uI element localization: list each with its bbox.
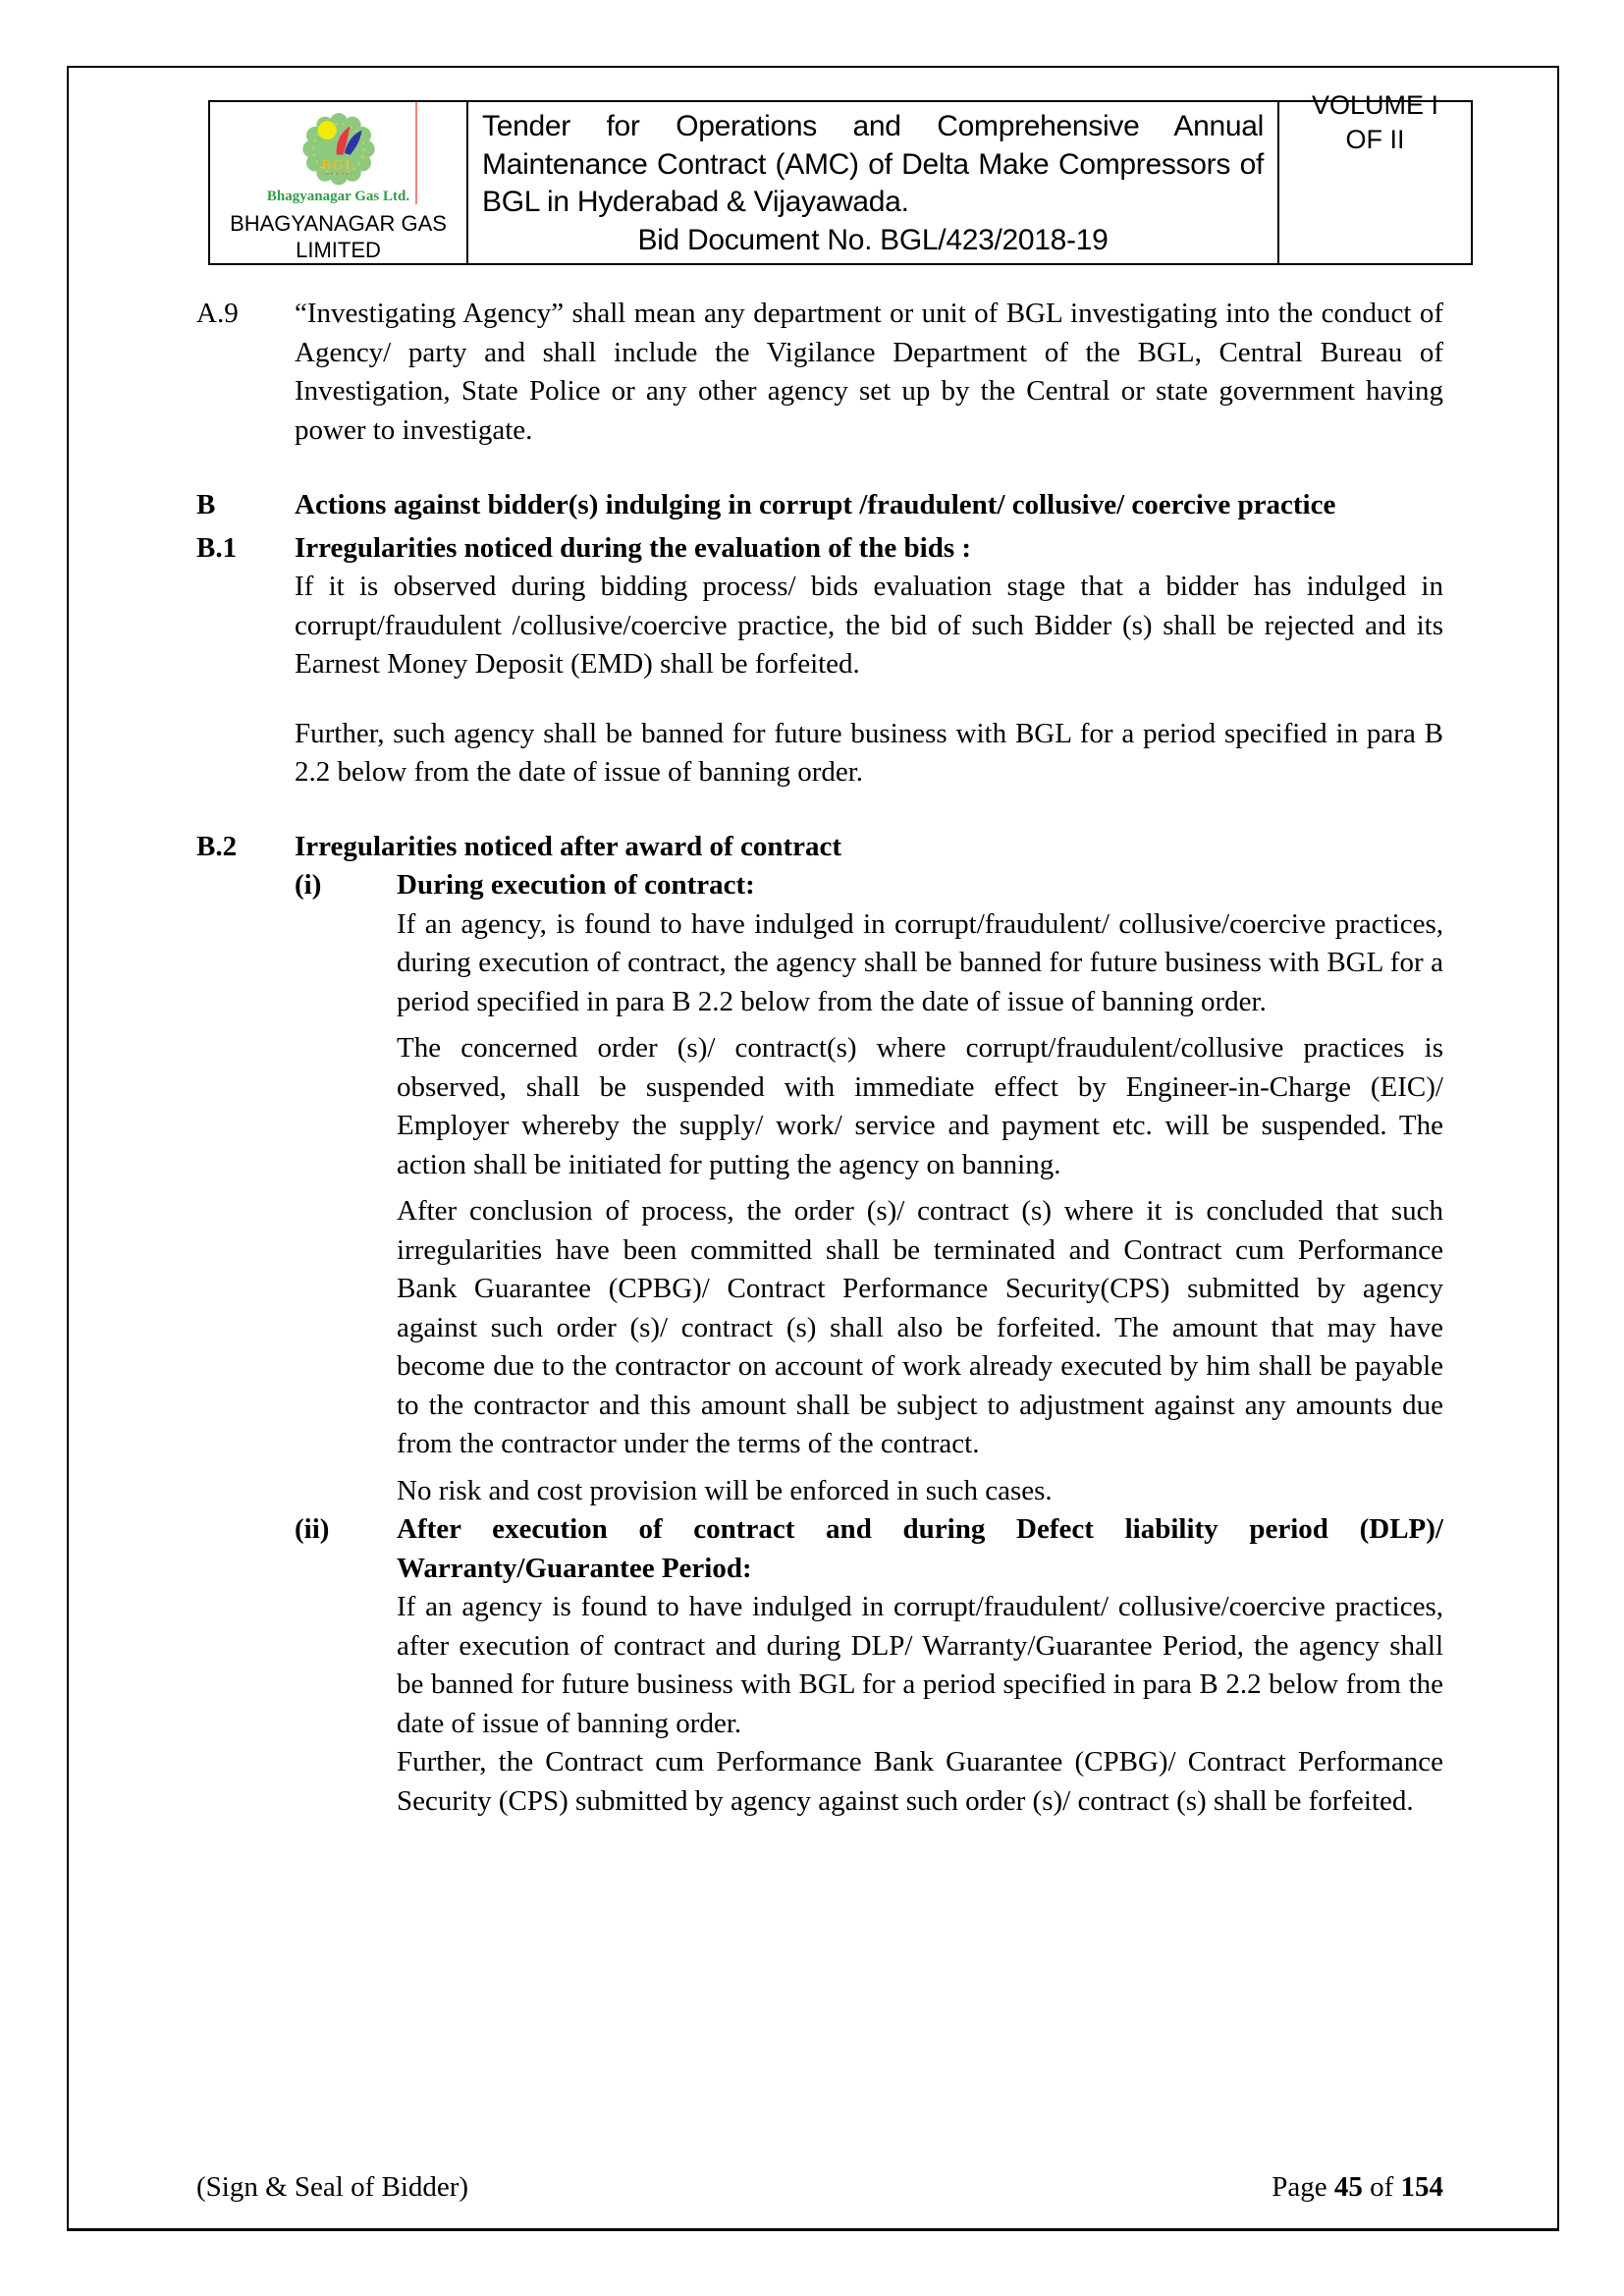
clause-b2-item-ii <box>295 1510 1443 1821</box>
item-i-para2: The concerned order (s)/ contract(s) where corrupt/fraudulent/collusive practices is observed, shall be suspended with immediate effect by Engineer-in-Charge (EIC)/ Employer whereby the supply/ work/ service and payment etc. will be suspended. The action shall be initiated for putting the agency on banning. <box>397 1032 1443 1180</box>
bid-document-number: Bid Document No. BGL/423/2018-19 <box>637 223 1109 256</box>
volume-label <box>1279 88 1471 157</box>
clause-a9-label: A.9 <box>196 298 239 329</box>
volume-line2: OF II <box>1345 125 1405 154</box>
item-ii-para1: If an agency is found to have indulged in corrupt/fraudulent/ collusive/coercive practices, after execution of contract and during DLP/ Warranty/Guarantee Period, the agency shall be banned for future business with BGL for a period specified in para B 2.2 below from the date of issue of banning order. <box>397 1591 1443 1739</box>
sign-seal-note: (Sign & Seal of Bidder) <box>196 2171 469 2203</box>
item-ii-content <box>397 1510 1443 1821</box>
volume-cell <box>1278 90 1472 264</box>
clause-b2-item-i <box>295 866 1443 1510</box>
company-name <box>210 210 466 263</box>
volume-line1: VOLUME I <box>1311 90 1439 120</box>
company-name-line2: LIMITED <box>296 238 381 262</box>
item-i-heading: During execution of contract: <box>397 869 755 901</box>
item-i-para3: After conclusion of process, the order (s)/ contract (s) where it is concluded that such irregularities have been committed shall be terminated and Contract cum Performance Bank Guarantee (CPBG)/ Contract Performance Security(CPS) submitted by agency against such order (s)/ contract (s) shall also be forfeited. The amount that may have become due to the contractor on account of work already executed by him shall be payable to the contractor and this amount shall be subject to adjustment against any amounts due from the contractor under the terms of the contract. <box>397 1195 1443 1459</box>
clause-b1-para2: Further, such agency shall be banned for future business with BGL for a period specified in para B 2.2 below from the date of issue of banning order. <box>295 717 1443 788</box>
item-ii-label: (ii) <box>295 1513 330 1545</box>
header-row <box>209 101 1472 264</box>
clause-b <box>196 486 1443 525</box>
page-indicator <box>1272 2168 1443 2207</box>
scan-artifact-line <box>415 102 417 204</box>
logo-caption: Bhagyanagar Gas Ltd. <box>266 189 410 204</box>
item-i-para1: If an agency, is found to have indulged in corrupt/fraudulent/ collusive/coercive practices, during execution of contract, the agency shall be banned for future business with BGL for a period specified in para B 2.2 below from the date of issue of banning order. <box>397 907 1443 1017</box>
header-table <box>208 90 1473 265</box>
bgl-logo <box>296 110 382 190</box>
clause-a9-text: “Investigating Agency” shall mean any department or unit of BGL investigating into the conduct of Agency/ party and shall include the Vigilance Department of the BGL, Central Bureau of Investigation, State Police or any other agency set up by the Central or state government having power to investigate. <box>295 298 1443 446</box>
clause-b1-content <box>295 529 1443 684</box>
page-number: 45 <box>1333 2171 1363 2203</box>
item-ii-heading: After execution of contract and during Defect liability period (DLP)/ Warranty/Guarantee Period: <box>397 1513 1443 1584</box>
page-border-frame <box>67 66 1559 2231</box>
clause-b1-further <box>196 715 1443 793</box>
clause-b-label: B <box>196 489 216 520</box>
clause-b1-heading: Irregularities noticed during the evaluation of the bids : <box>295 531 972 564</box>
title-cell <box>467 101 1278 264</box>
item-ii-para2: Further, the Contract cum Performance Bank Guarantee (CPBG)/ Contract Performance Security (CPS) submitted by agency against such order (s)/ contract (s) shall be forfeited. <box>397 1746 1443 1817</box>
logo-monogram: BGL <box>320 157 356 174</box>
page-footer <box>196 2168 1443 2207</box>
page-word: Page <box>1272 2171 1327 2203</box>
clause-b2-heading: Irregularities noticed after award of contract <box>295 830 842 862</box>
item-i-content <box>397 866 1443 1510</box>
clause-b2-label: B.2 <box>196 830 238 862</box>
clause-b2 <box>196 828 1443 1822</box>
logo-cell <box>209 101 467 264</box>
clause-b1-para1: If it is observed during bidding process/ bids evaluation stage that a bidder has indulged in corrupt/fraudulent /collusive/coercive practice, the bid of such Bidder (s) shall be rejected and its Earnest Money Deposit (EMD) shall be forfeited. <box>295 571 1443 680</box>
clause-b2-content <box>295 828 1443 1822</box>
clause-b1 <box>196 529 1443 684</box>
sun-icon <box>317 121 336 139</box>
clause-b-heading: Actions against bidder(s) indulging in corrupt /fraudulent/ collusive/ coercive practice <box>295 489 1336 520</box>
item-i-label: (i) <box>295 869 322 901</box>
document-body <box>196 295 1443 1821</box>
clause-a9 <box>196 295 1443 450</box>
tender-title: Tender for Operations and Comprehensive Annual Maintenance Contract (AMC) of Delta Make Compressors of BGL in Hyderabad & Vijayawada. <box>482 110 1264 218</box>
page-total: 154 <box>1400 2171 1443 2203</box>
item-i-para4: No risk and cost provision will be enforced in such cases. <box>397 1474 1053 1506</box>
clause-b1-label: B.1 <box>196 531 238 564</box>
company-name-line1: BHAGYANAGAR GAS <box>230 211 447 236</box>
of-word: of <box>1370 2171 1394 2203</box>
